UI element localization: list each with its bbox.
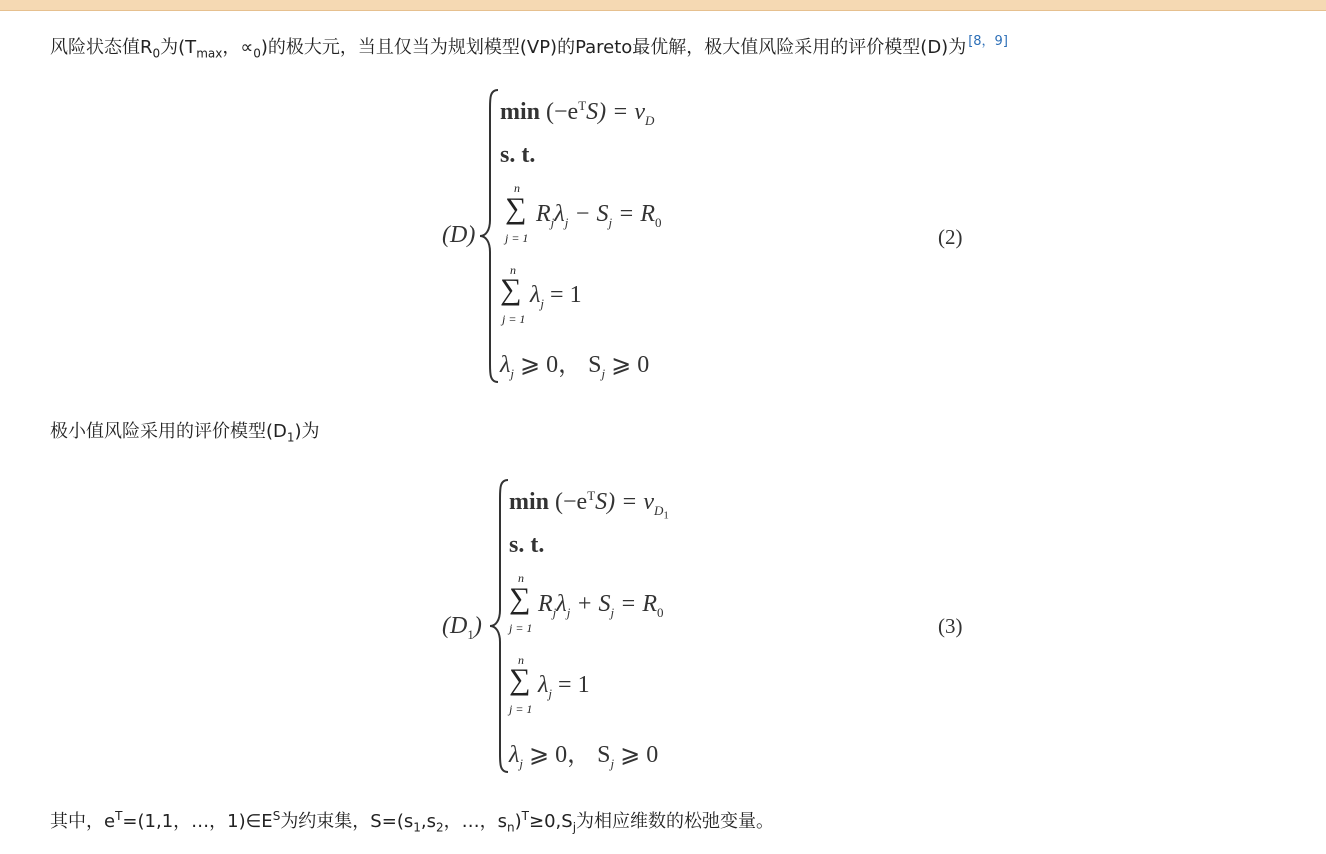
superscript: T (521, 809, 529, 823)
sum-sign: ∑ (509, 663, 531, 696)
subscript: j (601, 365, 606, 381)
text-fragment: 为约束集，S=(s (280, 811, 414, 832)
constraint-3 (500, 344, 649, 382)
min-operator: min (500, 99, 541, 125)
st-label: s. t. (509, 532, 545, 558)
expr: = 1 (544, 282, 582, 308)
sum-sign: ∑ (505, 192, 527, 225)
subscript: j (610, 755, 615, 771)
expr: R (538, 591, 553, 617)
text-fragment: 风险状态值R (50, 37, 153, 58)
subject-to-line (509, 532, 544, 559)
subject-to-line (500, 142, 535, 169)
superscript: T (115, 809, 123, 823)
expr: ⩾ 0， S (514, 352, 602, 378)
subscript: j (566, 604, 571, 620)
subscript: 0 (657, 604, 664, 620)
text-fragment: ,s (420, 811, 436, 832)
sum-upper-limit: n (510, 263, 516, 277)
subscript: max (196, 46, 223, 61)
equation-number: (2) (938, 225, 963, 249)
model-label: (D (442, 613, 468, 639)
subscript: j (608, 214, 613, 230)
objective-line (509, 488, 669, 521)
subscript: 1 (286, 430, 295, 445)
expr: λ (554, 201, 565, 227)
left-brace (478, 88, 504, 384)
expr: = R (612, 201, 656, 227)
superscript: T (587, 488, 596, 503)
subscript: j (572, 820, 577, 835)
expr: λ (509, 742, 520, 768)
subscript: j (540, 295, 545, 311)
constraint-2 (530, 282, 582, 312)
constraint-1 (538, 591, 664, 621)
subscript: 0 (655, 214, 662, 230)
expr: (−e (546, 99, 579, 125)
text-fragment: 极小值风险采用的评价模型(D (50, 421, 287, 442)
subscript: 0 (152, 46, 161, 61)
expr: λ (538, 672, 549, 698)
subscript: 1 (413, 820, 421, 835)
subscript: j (610, 604, 615, 620)
formula-3-label (442, 613, 482, 643)
expr: S) = (595, 489, 644, 515)
superscript: T (578, 98, 587, 113)
constraint-1 (536, 201, 662, 231)
text-fragment: 其中，e (50, 811, 116, 832)
text-fragment: 为(T (160, 37, 197, 58)
subscript: j (510, 365, 515, 381)
subscript: j (548, 685, 553, 701)
expr: = 1 (552, 672, 590, 698)
sum-upper-limit: n (518, 571, 524, 585)
expr: ⩾ 0， S (523, 742, 611, 768)
sum-lower-limit: j = 1 (502, 312, 526, 326)
superscript: S (272, 809, 281, 823)
sum-upper-limit: n (514, 181, 520, 195)
sum-lower-limit: j = 1 (505, 231, 529, 245)
text-fragment: )的极大元，当且仅当为规划模型(VP)的Pareto最优解，极大值风险采用的评价模型(D)为 (260, 37, 967, 58)
expr: ⩾ 0 (605, 352, 650, 378)
min-operator: min (509, 489, 550, 515)
text-fragment: ) (514, 811, 522, 832)
paragraph-definitions (50, 810, 774, 834)
top-decorative-bar (0, 0, 1326, 11)
expr: v (634, 99, 645, 125)
subscript: D (654, 502, 664, 518)
text-fragment: ， (222, 37, 241, 58)
expr: = R (614, 591, 658, 617)
paragraph-min-model (50, 420, 320, 444)
constraint-2 (538, 672, 590, 702)
text-fragment: ∝ (240, 37, 254, 58)
formula-2-label (442, 222, 475, 249)
subscript: j (564, 214, 569, 230)
st-label: s. t. (500, 142, 536, 168)
expr: − S (568, 201, 609, 227)
text-fragment: ，…，s (443, 811, 508, 832)
expr: ⩾ 0 (614, 742, 659, 768)
sum-sign: ∑ (509, 582, 531, 615)
objective-line (500, 98, 654, 129)
equation-number: (3) (938, 614, 963, 638)
expr: (−e (555, 489, 588, 515)
expr: S) = (586, 99, 635, 125)
subscript: 1 (467, 626, 474, 642)
model-label: (D) (442, 222, 476, 248)
sum-lower-limit: j = 1 (509, 621, 533, 635)
subscript: 1 (663, 509, 669, 522)
text-fragment: =(1,1，…，1)∈E (122, 811, 273, 832)
subscript: j (552, 604, 557, 620)
subscript: j (550, 214, 555, 230)
expr: v (643, 489, 654, 515)
text-fragment: )为 (294, 421, 320, 442)
subscript: j (519, 755, 524, 771)
constraint-3 (509, 734, 658, 772)
model-label: ) (473, 613, 482, 639)
text-fragment: ≥0,S (529, 811, 573, 832)
expr: + S (570, 591, 611, 617)
subscript: D (645, 112, 655, 128)
text-fragment: 为相应维数的松弛变量。 (576, 811, 775, 832)
expr: λ (556, 591, 567, 617)
subscript: 0 (253, 46, 261, 61)
expr: R (536, 201, 551, 227)
expr: λ (530, 282, 541, 308)
subscript: 2 (435, 820, 444, 835)
paragraph-intro (50, 30, 1008, 60)
subscript: n (507, 820, 515, 835)
sum-sign: ∑ (500, 273, 522, 306)
expr: λ (500, 352, 511, 378)
citation-link[interactable]: [8，9] (968, 34, 1008, 49)
sum-lower-limit: j = 1 (509, 702, 533, 716)
sum-upper-limit: n (518, 653, 524, 667)
